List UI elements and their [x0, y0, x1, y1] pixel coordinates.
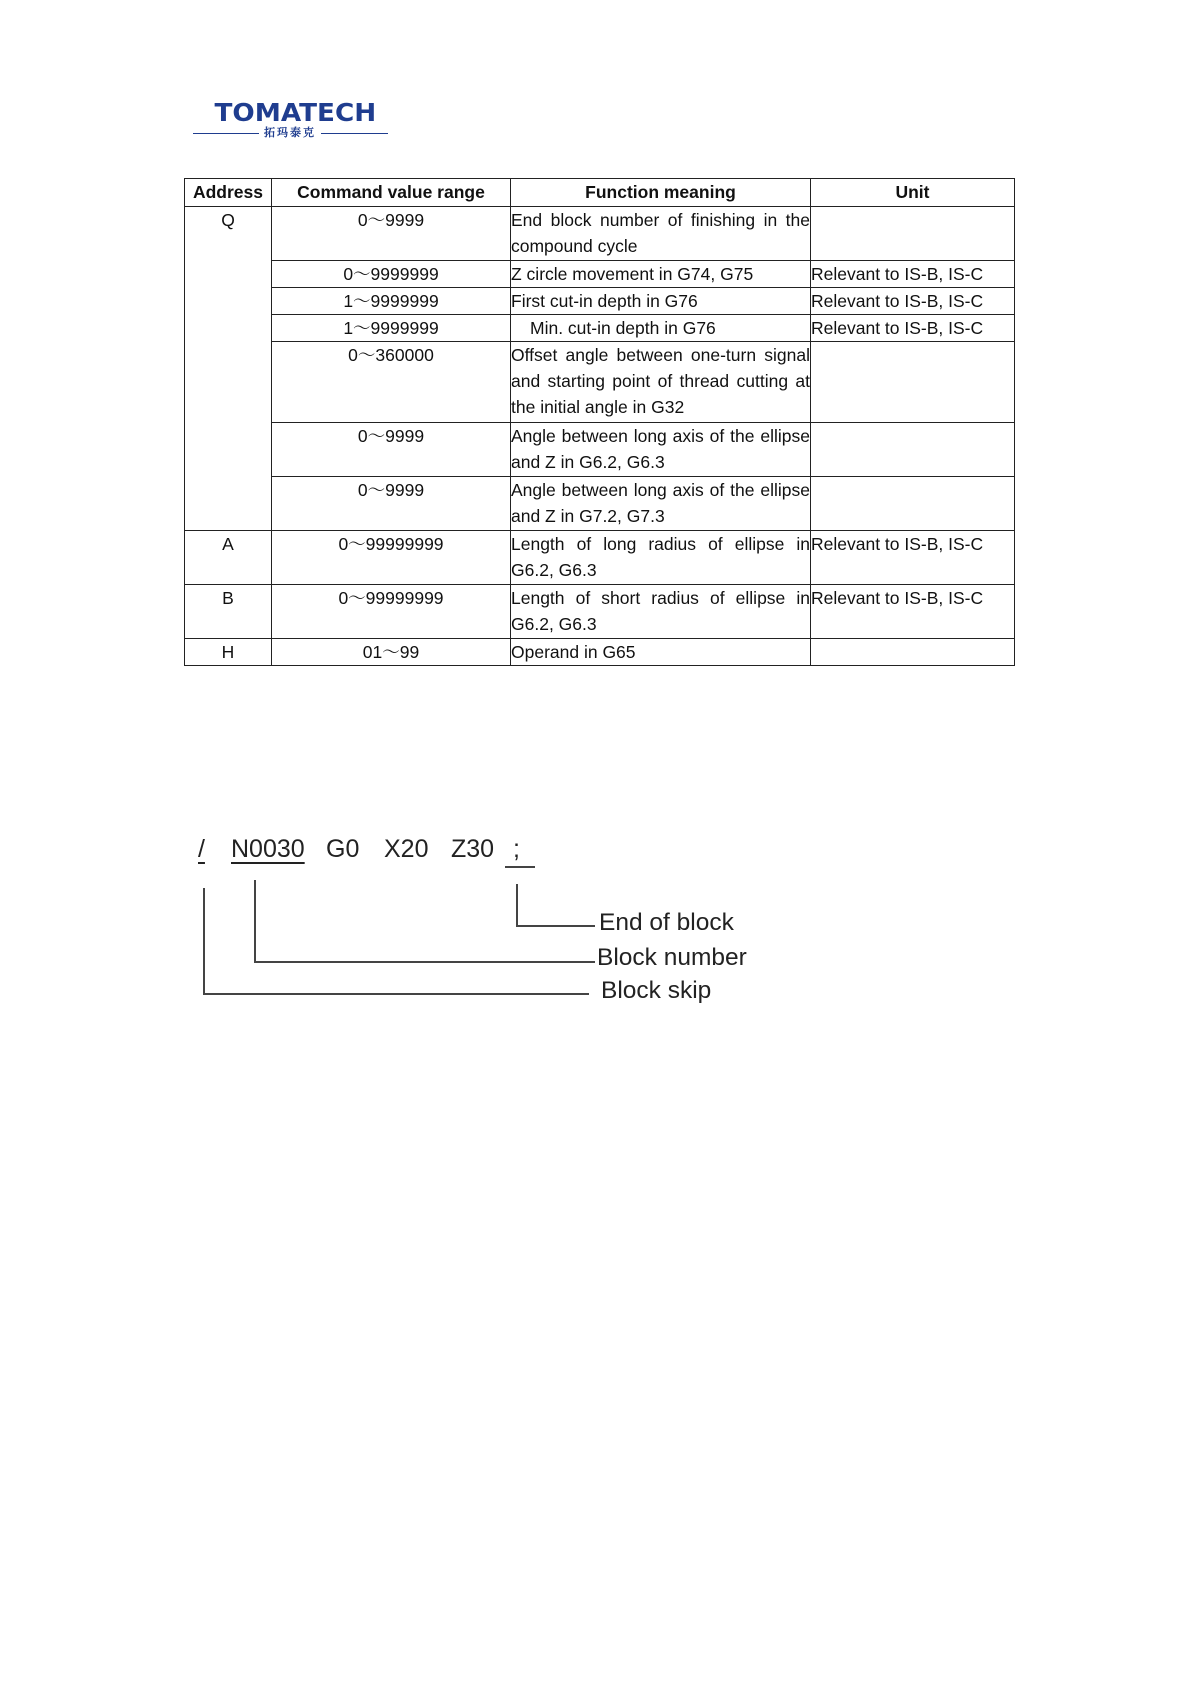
address-spec-table: [184, 178, 1015, 666]
table-row: [185, 639, 1015, 666]
function-cell: Min. cut-in depth in G76: [511, 315, 811, 342]
unit-cell: [811, 423, 1015, 477]
address-cell: A: [185, 531, 272, 585]
table-row: [185, 288, 1015, 315]
address-cell: H: [185, 639, 272, 666]
range-cell: 0～99999999: [272, 531, 511, 585]
range-cell: 1～9999999: [272, 315, 511, 342]
function-cell: Length of long radius of ellipse in G6.2, G6.3: [511, 531, 811, 585]
label-block-skip: Block skip: [601, 977, 712, 1004]
table-row: [185, 531, 1015, 585]
function-cell: End block number of finishing in the compound cycle: [511, 207, 811, 261]
token-block-number: N0030: [231, 835, 305, 863]
unit-cell: Relevant to IS-B, IS-C: [811, 288, 1015, 315]
unit-cell: [811, 639, 1015, 666]
logo-rule-right: [321, 133, 388, 134]
range-cell: 0～360000: [272, 342, 511, 423]
function-cell: Angle between long axis of the ellipse and Z in G6.2, G6.3: [511, 423, 811, 477]
header-address: Address: [185, 179, 272, 207]
function-cell: Operand in G65: [511, 639, 811, 666]
function-cell: Offset angle between one-turn signal and starting point of thread cutting at the initial angle in G32: [511, 342, 811, 423]
unit-cell: [811, 342, 1015, 423]
range-cell: 0～9999: [272, 477, 511, 531]
token-z-word: Z30: [451, 835, 495, 863]
function-cell: Angle between long axis of the ellipse and Z in G7.2, G7.3: [511, 477, 811, 531]
unit-cell: Relevant to IS-B, IS-C: [811, 531, 1015, 585]
logo-rule-left: [193, 133, 259, 134]
range-cell: 0～99999999: [272, 585, 511, 639]
header-unit: Unit: [811, 179, 1015, 207]
function-cell: Z circle movement in G74, G75: [511, 261, 811, 288]
token-x-word: X20: [384, 835, 429, 863]
table-row: [185, 585, 1015, 639]
range-cell: 0～9999999: [272, 261, 511, 288]
unit-cell: [811, 477, 1015, 531]
address-cell: Q: [185, 207, 272, 531]
unit-cell: Relevant to IS-B, IS-C: [811, 585, 1015, 639]
token-g-code: G0: [326, 835, 360, 863]
token-end-of-block: ;: [513, 835, 520, 863]
company-logo: [193, 100, 388, 140]
block-skip-leader-vertical: [203, 888, 205, 994]
range-cell: 0～9999: [272, 423, 511, 477]
end-of-block-leader-vertical: [516, 884, 518, 926]
table-row: [185, 342, 1015, 423]
address-cell: B: [185, 585, 272, 639]
block-skip-leader-horizontal: [203, 993, 589, 995]
table-row: [185, 423, 1015, 477]
end-of-block-leader-horizontal: [516, 925, 595, 927]
function-cell: Length of short radius of ellipse in G6.2, G6.3: [511, 585, 811, 639]
range-cell: 01～99: [272, 639, 511, 666]
table-row: [185, 207, 1015, 261]
unit-cell: Relevant to IS-B, IS-C: [811, 261, 1015, 288]
table-header-row: [185, 179, 1015, 207]
table-row: [185, 477, 1015, 531]
logo-subtitle: [193, 126, 388, 140]
header-command-range: Command value range: [272, 179, 511, 207]
label-block-number: Block number: [597, 944, 747, 971]
table-row: [185, 315, 1015, 342]
label-end-of-block: End of block: [599, 909, 734, 936]
block-number-leader-horizontal: [254, 961, 595, 963]
range-cell: 0～9999: [272, 207, 511, 261]
unit-cell: Relevant to IS-B, IS-C: [811, 315, 1015, 342]
header-function: Function meaning: [511, 179, 811, 207]
token-block-skip: /: [198, 835, 205, 863]
block-number-leader-vertical: [254, 880, 256, 962]
logo-brand-text: TOMATECH: [214, 98, 377, 127]
range-cell: 1～9999999: [272, 288, 511, 315]
logo-subtitle-text: 拓玛泰克: [264, 127, 316, 139]
end-token-underline: [505, 866, 535, 868]
unit-cell: [811, 207, 1015, 261]
function-cell: First cut-in depth in G76: [511, 288, 811, 315]
table-row: [185, 261, 1015, 288]
